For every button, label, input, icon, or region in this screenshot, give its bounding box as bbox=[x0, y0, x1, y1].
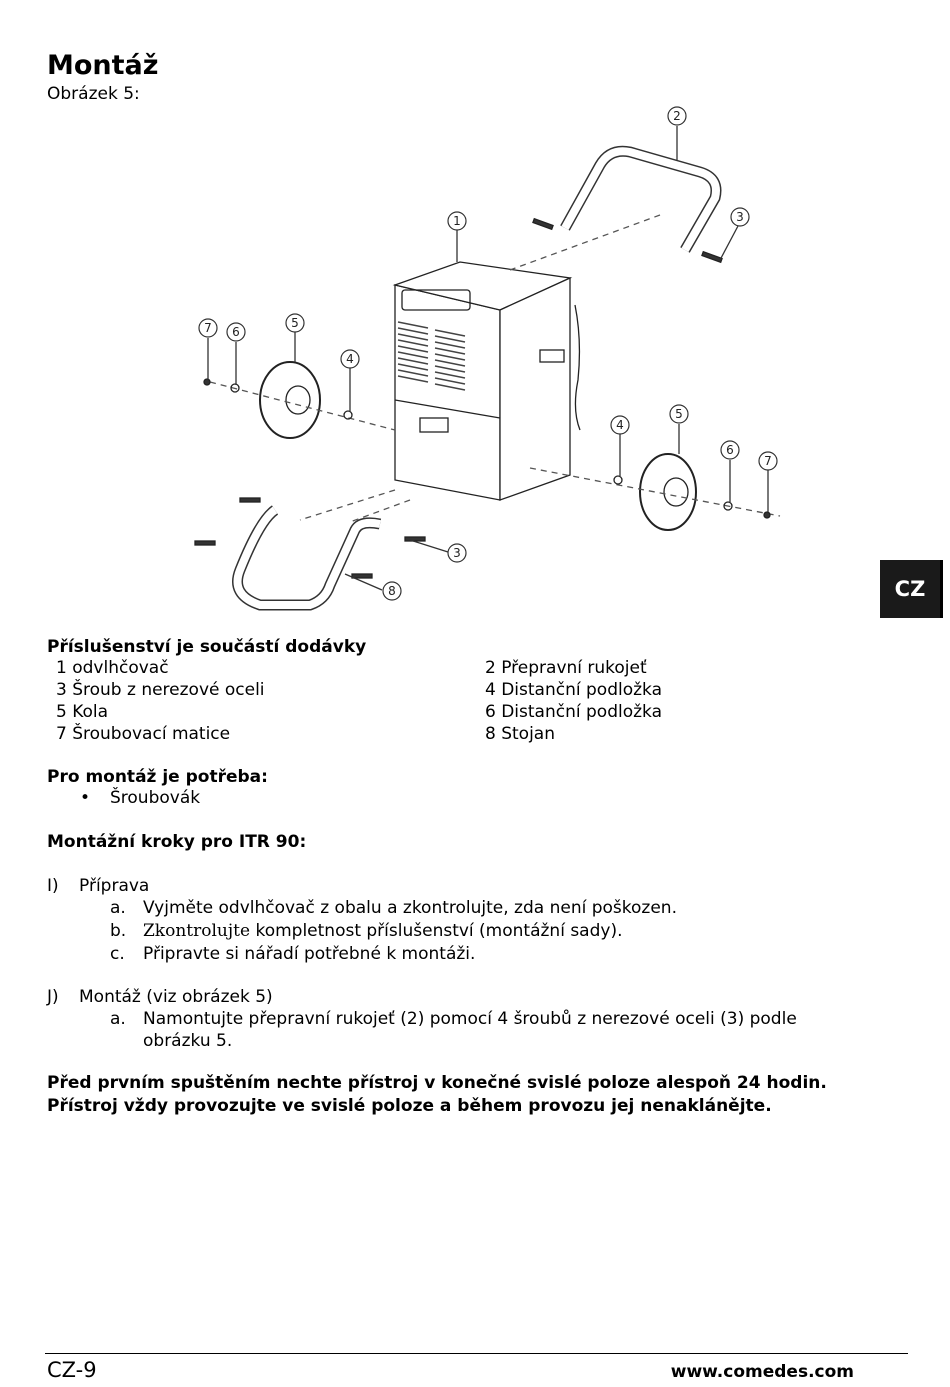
substep-text-serif: Zkontrolujte bbox=[143, 921, 251, 941]
accessory-item: 6 Distanční podložka bbox=[485, 702, 662, 722]
assembly-diagram bbox=[180, 100, 800, 620]
footer-url: www.comedes.com bbox=[670, 1362, 854, 1382]
steps-heading: Montážní kroky pro ITR 90: bbox=[47, 832, 307, 852]
warning-block bbox=[47, 1072, 827, 1118]
substep bbox=[110, 1008, 850, 1052]
callout-label-3-bottom: 3 bbox=[453, 546, 461, 560]
substep-text: Připravte si nářadí potřebné k montáži. bbox=[143, 944, 476, 964]
bullet-icon: • bbox=[80, 788, 91, 808]
accessory-item: 3 Šroub z nerezové oceli bbox=[56, 680, 265, 700]
accessory-item: 2 Přepravní rukojeť bbox=[485, 658, 647, 678]
substep bbox=[110, 897, 870, 919]
callout-label-5-right: 5 bbox=[675, 407, 683, 421]
substep-text: Vyjměte odvlhčovač z obalu a zkontrolujte, zda není poškozen. bbox=[143, 898, 677, 918]
tool-label: Šroubovák bbox=[110, 788, 201, 808]
substep-letter: c. bbox=[110, 944, 125, 964]
substep-text: kompletnost příslušenství (montážní sady). bbox=[250, 921, 623, 941]
accessory-item: 5 Kola bbox=[56, 702, 109, 722]
wheel-left bbox=[260, 362, 320, 438]
callout-label-4-left: 4 bbox=[346, 352, 354, 366]
substep-letter: a. bbox=[110, 898, 126, 918]
language-tab: CZ bbox=[880, 560, 943, 618]
substep-letter: b. bbox=[110, 921, 127, 941]
step-title: Příprava bbox=[79, 876, 150, 896]
callout-label-7-right: 7 bbox=[764, 454, 772, 468]
figure-caption: Obrázek 5: bbox=[47, 84, 140, 104]
step-section-assembly bbox=[47, 987, 273, 1007]
page-title: Montáž bbox=[47, 50, 159, 81]
callout-label-8: 8 bbox=[388, 584, 396, 598]
callout-label-2: 2 bbox=[673, 109, 681, 123]
accessories-list bbox=[56, 658, 756, 744]
substep bbox=[110, 943, 870, 965]
footer-divider bbox=[45, 1353, 908, 1354]
dehumidifier-unit bbox=[395, 262, 580, 500]
accessory-item: 4 Distanční podložka bbox=[485, 680, 662, 700]
accessory-item: 8 Stojan bbox=[485, 724, 555, 744]
page-number: CZ-9 bbox=[47, 1358, 97, 1382]
callout-label-1: 1 bbox=[453, 214, 461, 228]
step-number: J) bbox=[47, 987, 59, 1007]
callout-label-4-right: 4 bbox=[616, 418, 624, 432]
callout-label-5-left: 5 bbox=[291, 316, 299, 330]
step-title: Montáž (viz obrázek 5) bbox=[79, 987, 273, 1007]
warning-line: Přístroj vždy provozujte ve svislé poloze a během provozu jej nenaklánějte. bbox=[47, 1096, 772, 1116]
accessories-heading: Příslušenství je součástí dodávky bbox=[47, 637, 367, 657]
tools-heading: Pro montáž je potřeba: bbox=[47, 767, 268, 787]
tools-list-item bbox=[80, 788, 200, 808]
callout-label-6-left: 6 bbox=[232, 325, 240, 339]
accessory-item: 1 odvlhčovač bbox=[56, 658, 169, 678]
accessory-item: 7 Šroubovací matice bbox=[56, 724, 231, 744]
step-number: I) bbox=[47, 876, 59, 896]
warning-line: Před prvním spuštěním nechte přístroj v konečné svislé poloze alespoň 24 hodin. bbox=[47, 1073, 827, 1093]
substep-text: Namontujte přepravní rukojeť (2) pomocí 4 šroubů z nerezové oceli (3) podle obrázku 5. bbox=[143, 1009, 797, 1051]
substep-letter: a. bbox=[110, 1009, 126, 1029]
callout-label-7-left: 7 bbox=[204, 321, 212, 335]
substep bbox=[110, 920, 870, 942]
callout-label-3-top: 3 bbox=[736, 210, 744, 224]
callout-label-6-right: 6 bbox=[726, 443, 734, 457]
step-section-preparation bbox=[47, 876, 149, 896]
